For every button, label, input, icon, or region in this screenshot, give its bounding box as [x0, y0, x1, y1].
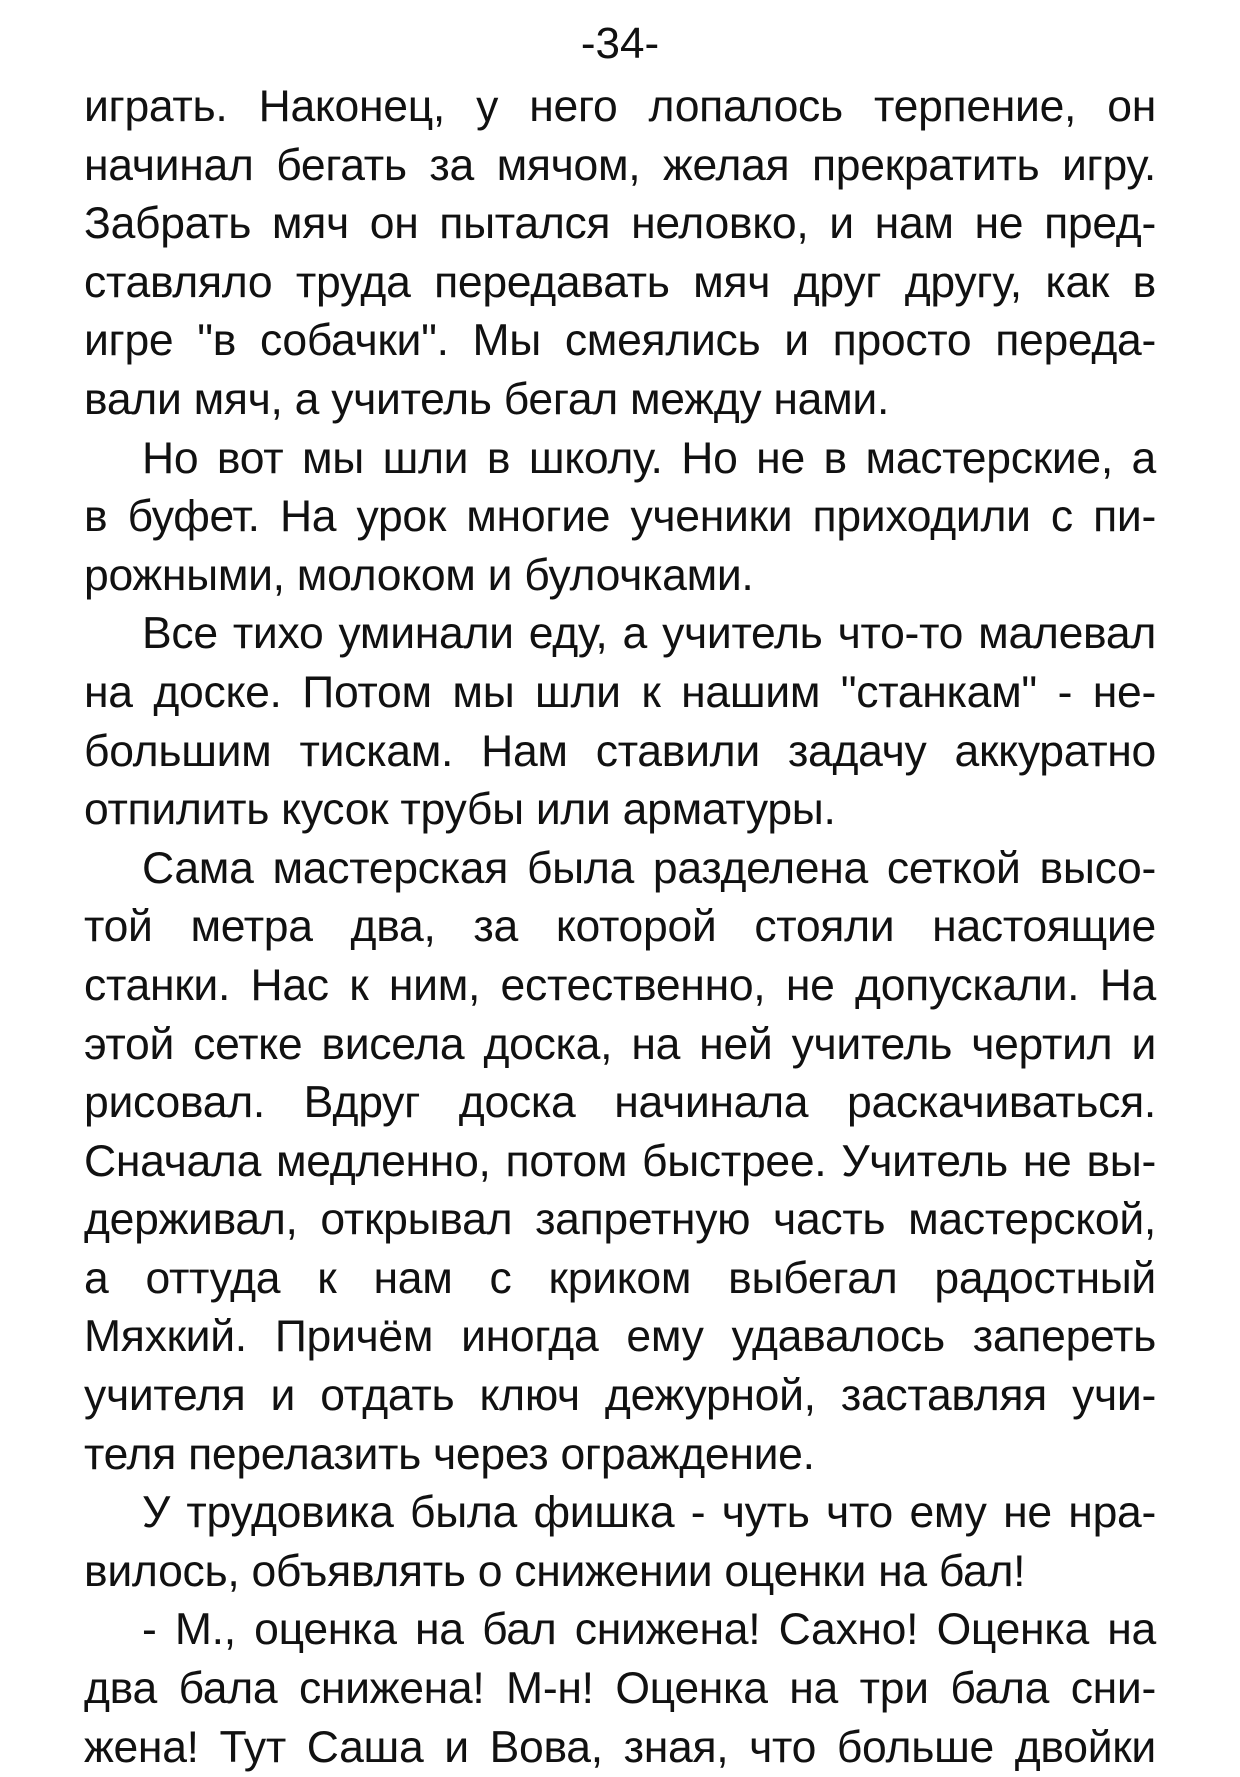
text-line: жена! Тут Саша и Вова, зная, что больше двойки: [84, 1722, 1156, 1772]
paragraph-3: [84, 605, 1156, 839]
text-line: а оттуда к нам с криком выбегал радостный: [84, 1253, 1156, 1303]
book-page: [84, 14, 1156, 1777]
text-line: ставляло труда передавать мяч друг другу, как в: [84, 257, 1156, 307]
text-line: учителя и отдать ключ дежурной, заставляя учи-: [84, 1371, 1156, 1421]
paragraph-5: [84, 1484, 1156, 1601]
paragraph-6: [84, 1601, 1156, 1777]
text-line: этой сетке висела доска, на ней учитель чертил и: [84, 1019, 1156, 1069]
text-line: начинал бегать за мячом, желая прекратить игру.: [84, 140, 1156, 190]
text-line: Сначала медленно, потом быстрее. Учитель не вы-: [84, 1136, 1156, 1186]
text-line: станки. Нас к ним, естественно, не допускали. На: [84, 960, 1156, 1010]
paragraph-4: [84, 840, 1156, 1485]
text-line: - М., оценка на бал снижена! Сахно! Оценка на: [142, 1605, 1156, 1655]
text-line: той метра два, за которой стояли настоящие: [84, 902, 1156, 952]
text-line: играть. Наконец, у него лопалось терпение, он: [84, 82, 1156, 131]
text-line: отпилить кусок трубы или арматуры.: [84, 785, 836, 835]
text-line: на доске. Потом мы шли к нашим "станкам" - не-: [84, 667, 1156, 717]
text-line: теля перелазить через ограждение.: [84, 1429, 815, 1479]
text-line: Сама мастерская была разделена сеткой высо-: [142, 843, 1156, 893]
text-line: Забрать мяч он пытался неловко, и нам не пред-: [84, 199, 1156, 249]
text-line: рисовал. Вдруг доска начинала раскачиваться.: [84, 1078, 1156, 1128]
text-line: Все тихо уминали еду, а учитель что-то малевал: [142, 609, 1156, 659]
text-line: в буфет. На урок многие ученики приходили с пи-: [84, 492, 1156, 542]
text-line: два бала снижена! М-н! Оценка на три бала сни-: [84, 1664, 1156, 1714]
paragraph-1: [84, 78, 1156, 430]
paragraph-2: [84, 430, 1156, 606]
text-line: игре "в собачки". Мы смеялись и просто переда-: [84, 316, 1156, 366]
text-line: вилось, объявлять о снижении оценки на бал!: [84, 1546, 1026, 1596]
text-line: Но вот мы шли в школу. Но не в мастерские, а: [142, 433, 1156, 483]
text-line: вали мяч, а учитель бегал между нами.: [84, 374, 890, 424]
text-line: большим тискам. Нам ставили задачу аккуратно: [84, 726, 1156, 776]
text-line: У трудовика была фишка - чуть что ему не нра-: [142, 1488, 1156, 1538]
page-number: -34-: [580, 19, 660, 68]
text-line: рожными, молоком и булочками.: [84, 550, 754, 600]
text-line: Мяхкий. Причём иногда ему удавалось запереть: [84, 1312, 1156, 1362]
text-line: держивал, открывал запретную часть мастерской,: [84, 1195, 1156, 1245]
